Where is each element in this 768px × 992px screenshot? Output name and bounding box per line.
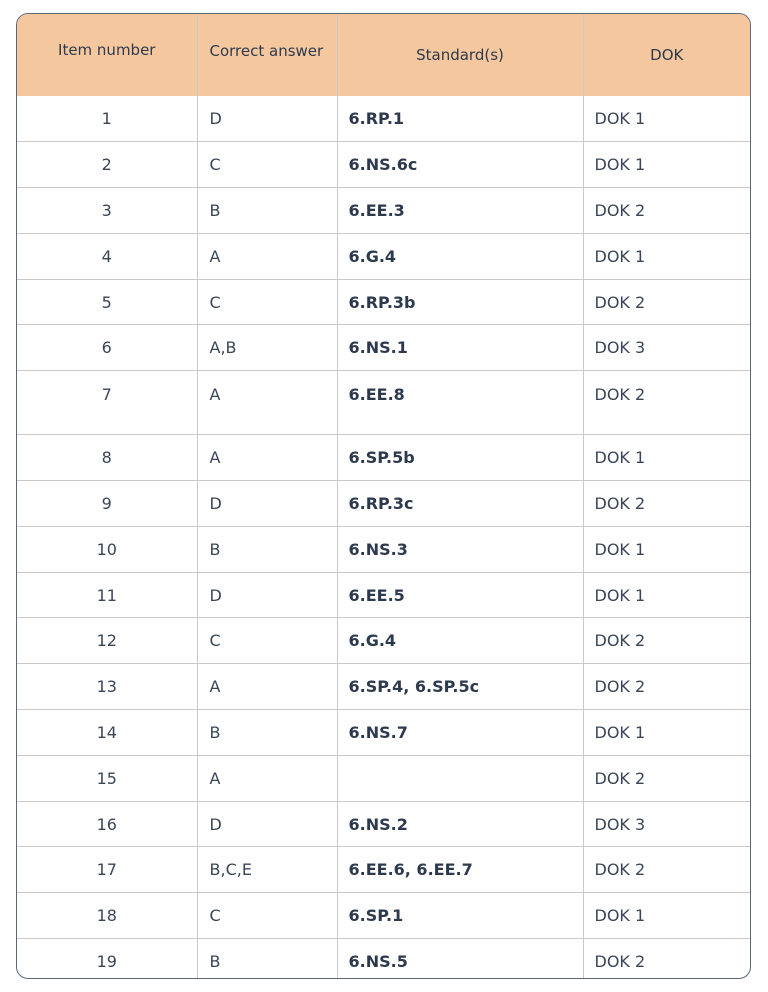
item-number-cell: 13 <box>17 664 197 710</box>
table-row <box>17 572 750 618</box>
item-number-cell: 1 <box>17 96 197 142</box>
dok-cell: DOK 1 <box>594 109 646 129</box>
table-row <box>17 710 750 756</box>
dok-cell: DOK 2 <box>583 755 750 801</box>
header-dok: DOK <box>583 14 750 96</box>
standard-cell: 6.G.4 <box>337 233 583 279</box>
standard-cell: 6.SP.4, 6.SP.5c <box>337 664 583 710</box>
correct-answer-cell: C <box>197 279 337 325</box>
dok-cell: DOK 2 <box>583 371 750 435</box>
table-row <box>17 279 750 325</box>
table-row <box>17 325 750 371</box>
item-number-cell: 7 <box>17 371 197 435</box>
item-number-cell: 9 <box>17 481 197 527</box>
standard-cell: 6.NS.7 <box>337 710 583 756</box>
correct-answer-cell: B <box>197 939 337 979</box>
correct-answer-cell: A <box>197 435 337 481</box>
item-number-cell: 17 <box>17 847 197 893</box>
standard-cell: 6.EE.3 <box>337 188 583 234</box>
table-row <box>17 801 750 847</box>
standard-cell: 6.NS.5 <box>337 939 583 979</box>
table-row <box>17 233 750 279</box>
item-number-cell: 10 <box>17 526 197 572</box>
table-row <box>17 96 750 142</box>
table-row <box>17 664 750 710</box>
item-number-cell: 16 <box>17 801 197 847</box>
standard-cell: 6.G.4 <box>337 618 583 664</box>
standard-cell: 6.EE.5 <box>337 572 583 618</box>
standard-cell: 6.EE.6, 6.EE.7 <box>337 847 583 893</box>
table-row <box>17 481 750 527</box>
item-number-cell: 5 <box>17 279 197 325</box>
dok-cell: DOK 3 <box>583 801 750 847</box>
dok-cell: DOK 1 <box>583 572 750 618</box>
table-row <box>17 618 750 664</box>
item-number-cell: 14 <box>17 710 197 756</box>
dok-cell: DOK 2 <box>583 481 750 527</box>
table-row <box>17 188 750 234</box>
correct-answer-cell: A <box>197 233 337 279</box>
item-number-cell: 15 <box>17 755 197 801</box>
dok-cell: DOK 1 <box>583 233 750 279</box>
header-standards: Standard(s) <box>337 14 583 96</box>
answer-key-table <box>17 14 750 979</box>
standard-cell: 6.NS.2 <box>337 801 583 847</box>
correct-answer-cell: A,B <box>197 325 337 371</box>
correct-answer-cell: C <box>197 618 337 664</box>
dok-cell: DOK 2 <box>583 847 750 893</box>
item-number-cell: 8 <box>17 435 197 481</box>
dok-cell: DOK 1 <box>583 893 750 939</box>
dok-cell: DOK 2 <box>583 188 750 234</box>
table-row <box>17 435 750 481</box>
standard-cell: 6.RP.3c <box>337 481 583 527</box>
correct-answer-cell: A <box>197 371 337 435</box>
header-row <box>17 14 750 96</box>
table-row <box>17 893 750 939</box>
correct-answer-cell: D <box>197 572 337 618</box>
dok-cell: DOK 1 <box>583 526 750 572</box>
standard-cell: 6.EE.8 <box>337 371 583 435</box>
dok-cell: DOK 2 <box>583 618 750 664</box>
standard-cell: 6.NS.1 <box>337 325 583 371</box>
correct-answer-cell: C <box>197 142 337 188</box>
table-header <box>17 14 750 96</box>
table-row <box>17 847 750 893</box>
standard-cell: 6.NS.6c <box>337 142 583 188</box>
item-number-cell: 12 <box>17 618 197 664</box>
item-number-cell: 3 <box>17 188 197 234</box>
item-number-cell: 18 <box>17 893 197 939</box>
header-item-number: Item number <box>17 14 197 96</box>
table-row <box>17 939 750 979</box>
dok-cell: DOK 1 <box>583 142 750 188</box>
correct-answer-cell: D <box>197 801 337 847</box>
item-number-cell: 4 <box>17 233 197 279</box>
dok-cell: DOK 2 <box>583 664 750 710</box>
standard-cell <box>337 755 583 801</box>
table-row <box>17 142 750 188</box>
correct-answer-cell: A <box>197 664 337 710</box>
item-number-cell: 6 <box>17 325 197 371</box>
correct-answer-cell: B <box>197 710 337 756</box>
correct-answer-cell: B <box>197 188 337 234</box>
standard-cell: 6.RP.1 <box>337 96 583 142</box>
correct-answer-cell: B,C,E <box>197 847 337 893</box>
table-row <box>17 526 750 572</box>
dok-cell: DOK 2 <box>583 279 750 325</box>
correct-answer-cell: A <box>197 755 337 801</box>
correct-answer-cell: C <box>197 893 337 939</box>
dok-cell: DOK 1 <box>583 435 750 481</box>
dok-cell: DOK 3 <box>583 325 750 371</box>
item-number-cell: 2 <box>17 142 197 188</box>
item-number-cell: 19 <box>17 939 197 979</box>
item-number-cell: 11 <box>17 572 197 618</box>
standard-cell: 6.SP.1 <box>337 893 583 939</box>
dok-cell: DOK 2 <box>583 939 750 979</box>
table-row <box>17 755 750 801</box>
standard-cell: 6.RP.3b <box>337 279 583 325</box>
standard-cell: 6.SP.5b <box>337 435 583 481</box>
correct-answer-cell: D <box>197 96 337 142</box>
header-correct-answer: Correct answer <box>197 14 337 96</box>
dok-cell: DOK 1 <box>583 710 750 756</box>
answer-key-table-container <box>16 13 751 979</box>
correct-answer-cell: D <box>197 481 337 527</box>
table-row <box>17 371 750 435</box>
standard-cell: 6.NS.3 <box>337 526 583 572</box>
table-body <box>17 96 750 979</box>
correct-answer-cell: B <box>197 526 337 572</box>
